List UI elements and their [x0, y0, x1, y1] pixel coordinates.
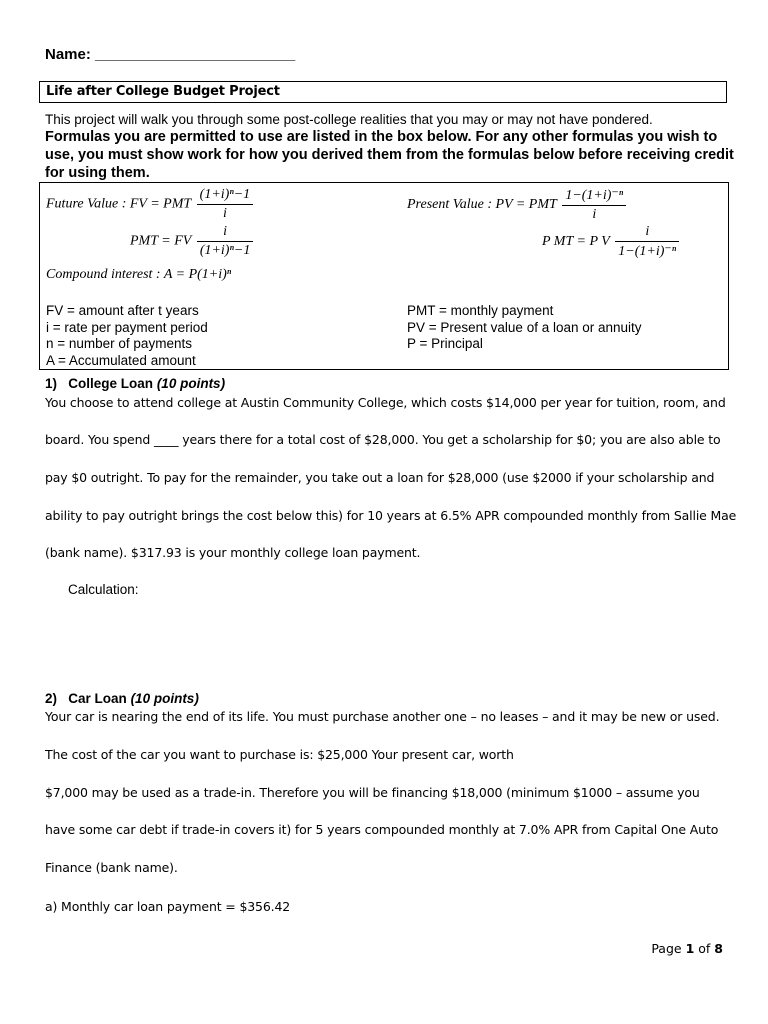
section-1-points: (10 points) [156, 376, 226, 391]
page-number: Page 1 of 8 [651, 941, 723, 956]
name-field-label: Name: ________________________ [45, 46, 296, 63]
definitions-left [46, 303, 208, 369]
definition-item: A = Accumulated amount [46, 352, 196, 368]
section-2-line: Your car is nearing the end of its life. You must purchase another one – no leases – and it may be new or used. [45, 709, 720, 724]
section-1-heading: 1) College Loan (10 points) [45, 376, 226, 391]
section-1-line: ability to pay outright brings the cost below this) for 10 years at 6.5% APR compounded monthly from Sallie Mae [45, 508, 737, 523]
section-1-line: board. You spend ____ years there for a total cost of $28,000. You get a scholarship for $0; you are also able to [45, 432, 721, 447]
section-2-item-a: a) Monthly car loan payment = $356.42 [45, 899, 291, 914]
definition-item: PV = Present value of a loan or annuity [407, 319, 642, 335]
fv-fraction: $\frac{\text{(1+i)ⁿ−1}}{i}$ [197, 187, 254, 222]
pmt-from-pv-formula: P MT = P V $\frac{i}{\text{1−(1+i)⁻ⁿ}}$ [542, 224, 679, 260]
section-1-line: (bank name). $317.93 is your monthly college loan payment. [45, 545, 421, 560]
pmt-from-fv-formula: PMT = FV $\frac{i}{\text{(1+i)ⁿ−1}}$ [130, 224, 253, 259]
present-value-formula: Present Value : PV = PMT $\frac{\text{1−(1+i)⁻ⁿ}}{i}$ [407, 187, 626, 223]
pmt-pv-fraction: $\frac{i}{\text{1−(1+i)⁻ⁿ}}$ [615, 224, 679, 260]
section-2-line: $7,000 may be used as a trade-in. Therefore you will be financing $18,000 (minimum $1000 – assume you [45, 785, 700, 800]
title-box [39, 81, 727, 103]
document-title: Life after College Budget Project [46, 84, 280, 99]
compound-interest-formula: Compound interest : A = P(1+i)ⁿ [46, 267, 232, 282]
section-2-line: Finance (bank name). [45, 860, 178, 875]
future-value-formula: Future Value : FV = PMT $\frac{\text{(1+i)ⁿ−1}}{i}$ [46, 187, 253, 222]
section-2-points: (10 points) [130, 691, 199, 706]
section-2-line: have some car debt if trade-in covers it) for 5 years compounded monthly at 7.0% APR from Capital One Auto [45, 822, 719, 837]
section-1-line: You choose to attend college at Austin Community College, which costs $14,000 per year for tuition, room, and [45, 395, 726, 410]
definition-item: i = rate per payment period [46, 319, 208, 335]
formula-instructions: Formulas you are permitted to use are listed in the box below. For any other formulas you wish to use, you must show work for how you derived them from the formulas below before receiving credit for using them. [45, 129, 734, 181]
definition-item: FV = amount after t years [46, 303, 199, 318]
section-2-line: The cost of the car you want to purchase is: $25,000 Your present car, worth [45, 747, 514, 762]
section-2-heading: 2) Car Loan (10 points) [45, 691, 199, 706]
formula-box [39, 182, 729, 370]
definition-item: P = Principal [407, 336, 483, 351]
definition-item: n = number of payments [46, 336, 192, 351]
section-1-line: pay $0 outright. To pay for the remainder, you take out a loan for $28,000 (use $2000 if your scholarship and [45, 470, 715, 485]
definitions-right [407, 303, 642, 353]
pv-fraction: $\frac{\text{1−(1+i)⁻ⁿ}}{i}$ [562, 187, 626, 223]
pmt-fv-fraction: $\frac{i}{\text{(1+i)ⁿ−1}}$ [197, 224, 254, 259]
definition-item: PMT = monthly payment [407, 303, 554, 318]
calculation-label: Calculation: [68, 582, 139, 597]
section-1-title: College Loan [68, 376, 154, 391]
intro-text: This project will walk you through some post-college realities that you may or may not have pondered. [45, 112, 653, 127]
section-2-title: Car Loan [68, 691, 127, 706]
